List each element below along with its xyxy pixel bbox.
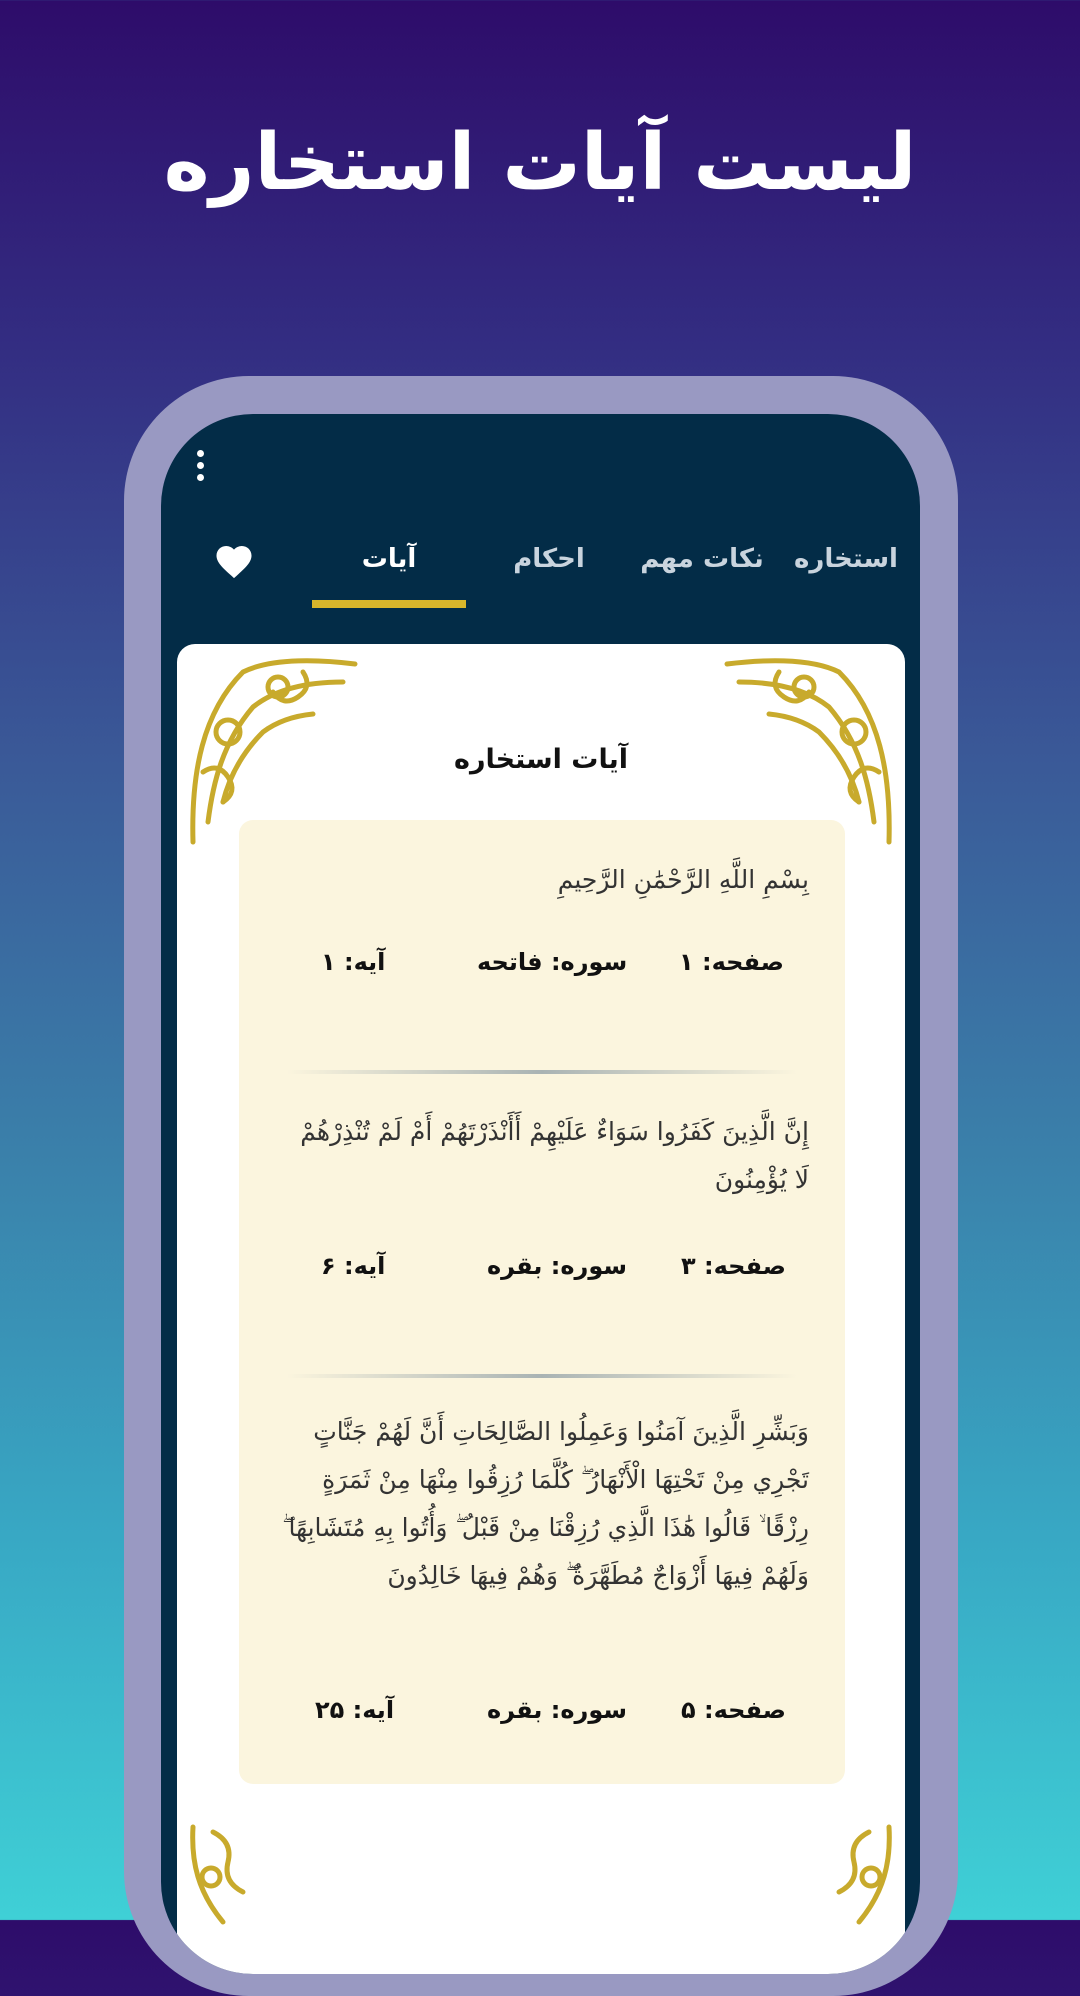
tab-important-notes[interactable]: نکات مهم <box>640 544 764 574</box>
tab-bar <box>161 524 920 624</box>
card-title: آیات استخاره <box>454 744 628 775</box>
tab-verses[interactable]: آیات <box>361 544 417 574</box>
verse-page: صفحه: ۱ <box>679 948 784 976</box>
verse-divider <box>287 1070 797 1074</box>
verse-ayah: آیه: ۱ <box>321 948 386 976</box>
verse-text: إِنَّ الَّذِينَ كَفَرُوا سَوَاءٌ عَلَيْهِمْ أَأَنْذَرْتَهُمْ أَمْ لَمْ تُنْذِرْهُمْ لَا يُؤْمِنُونَ <box>300 1117 809 1194</box>
verse-meta-row <box>239 1252 845 1292</box>
promo-title: لیست آیات استخاره <box>163 118 917 208</box>
tab-estekhare[interactable]: استخاره <box>794 544 898 574</box>
verse-text: بِسْمِ اللَّهِ الرَّحْمَٰنِ الرَّحِيمِ <box>557 865 809 894</box>
ornament-bottom-left-icon <box>183 1822 263 1932</box>
verse-surah: سوره: بقره <box>487 1696 627 1724</box>
favorite-heart-icon[interactable] <box>213 540 255 580</box>
verses-card <box>177 644 905 1974</box>
verse-page: صفحه: ۳ <box>681 1252 786 1280</box>
ornament-bottom-right-icon <box>819 1822 899 1932</box>
verse-surah: سوره: بقره <box>487 1252 627 1280</box>
verse-ayah: آیه: ۲۵ <box>315 1696 395 1724</box>
verse-page: صفحه: ۵ <box>681 1696 786 1724</box>
verse-meta-row <box>239 1696 845 1736</box>
verse-text: وَبَشِّرِ الَّذِينَ آمَنُوا وَعَمِلُوا الصَّالِحَاتِ أَنَّ لَهُمْ جَنَّاتٍ تَجْرِي مِنْ تَحْتِهَا الْأَنْهَارُ ۖ كُلَّمَا رُزِقُوا مِنْهَا مِنْ ثَمَرَةٍ رِزْقًا ۙ قَالُوا هَٰذَا الَّذِي رُزِقْنَا مِنْ قَبْلُ ۖ وَأُتُوا بِهِ مُتَشَابِهًا ۖ وَلَهُمْ فِيهَا أَزْوَاجٌ مُطَهَّرَةٌ ۖ وَهُمْ فِيهَا خَالِدُونَ <box>282 1417 809 1590</box>
verses-list <box>239 820 845 1784</box>
verse-surah: سوره: فاتحه <box>477 948 628 976</box>
phone-screen <box>161 414 920 1974</box>
verse-ayah: آیه: ۶ <box>321 1252 386 1280</box>
tab-rules[interactable]: احکام <box>513 544 585 574</box>
active-tab-indicator <box>312 600 466 608</box>
more-vert-icon[interactable] <box>193 450 207 490</box>
verse-meta-row <box>239 948 845 988</box>
verse-divider <box>287 1374 797 1378</box>
